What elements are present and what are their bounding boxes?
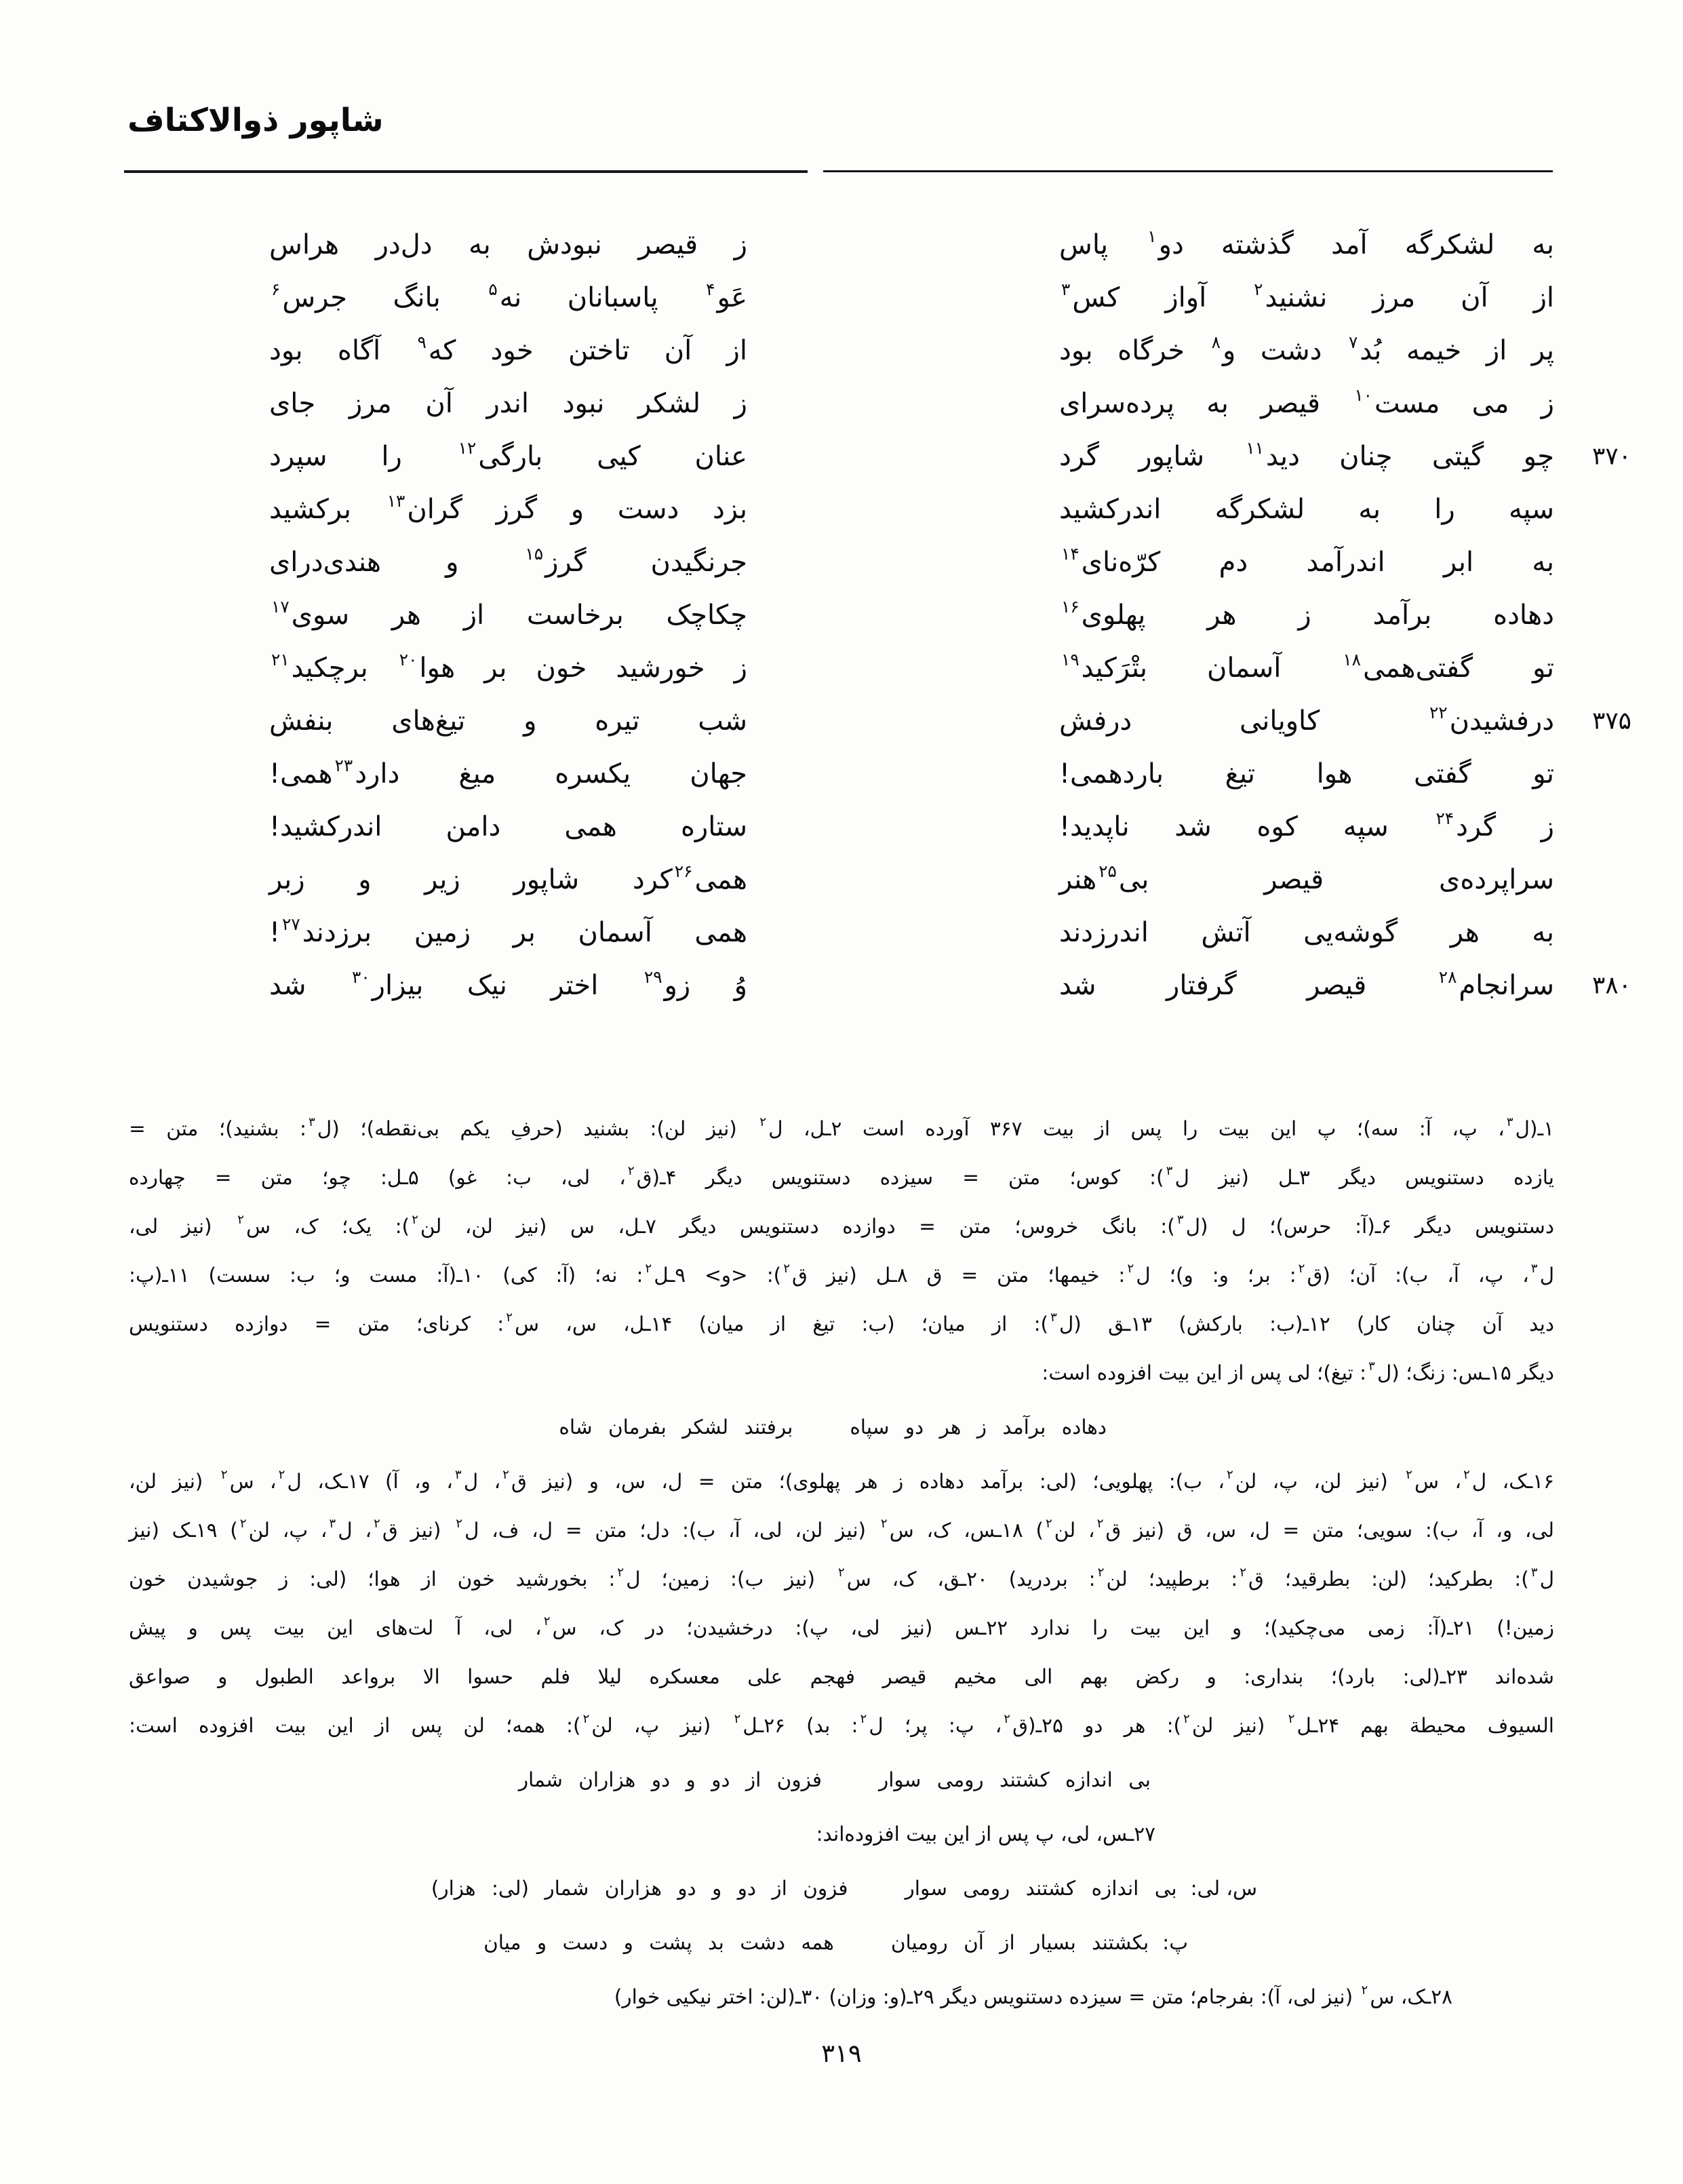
footnote-ref: ۳ bbox=[1061, 279, 1071, 299]
footnote-ref: ۲ bbox=[645, 1262, 652, 1276]
footnote-ref: ۲ bbox=[1045, 1517, 1052, 1532]
added-verse-hemistich-left: فزون از دو و دو هزاران شمار bbox=[518, 1768, 822, 1791]
footnote-ref: ۲ bbox=[617, 1565, 625, 1580]
footnote-ref: ۲ bbox=[1096, 1517, 1104, 1532]
hemistich-left: چکاچک برخاست از هر سوی$^{۱۷}$ bbox=[271, 596, 747, 631]
manuscript-sigla-prefix: پ: bbox=[1162, 1931, 1188, 1954]
hemistich-left: ستاره همی دامن اندرکشید! bbox=[269, 811, 747, 842]
hemistich-right: درفشیدن$^{۲۲}$ کاویانی درفش bbox=[1059, 702, 1554, 737]
verse-number: ۳۷۰ bbox=[1591, 442, 1631, 471]
apparatus-line-6: دیگر ۱۵ـس: زنگ؛ (ل$^۳$: تیغ)؛ لی پس از این بیت افزوده است: bbox=[1042, 1359, 1554, 1384]
couplet-row-4 bbox=[129, 377, 1554, 430]
footnote-ref: ۱۸ bbox=[1343, 649, 1361, 669]
footnote-ref: ۲ bbox=[860, 1712, 867, 1727]
apparatus-line-12: شده‌اند ۲۳ـ(لی: بارد)؛ بنداری: و رکض بهم الی مخیم قیصر فهجم علی معسکره لیلا فلم حسوا الا برواعد الطبول و صواعق bbox=[129, 1665, 1554, 1688]
apparatus-line-10: ل$^۳$): بطرکید؛ (لن: بطرقید؛ ق$^۲$: برطپید؛ لن$^۲$: بردرید) ۲۰ـق، ک، س$^۲$ (نیز ب): زمین؛ ل$^۲$: بخورشید خون از هوا؛ (لی: ز جوشیدن خون bbox=[129, 1565, 1555, 1591]
footnote-ref: ۲ bbox=[278, 1468, 285, 1483]
footnote-ref: ۲۲ bbox=[1429, 702, 1448, 722]
footnote-ref: ۲ bbox=[880, 1517, 888, 1532]
hemistich-right: به هر گوشه‌یی آتش اندرزدند bbox=[1059, 917, 1554, 948]
footnote-ref: ۳ bbox=[1530, 1565, 1538, 1580]
footnote-ref: ۲۴ bbox=[1436, 808, 1454, 828]
hemistich-right: دهاده برآمد ز هر پهلوی$^{۱۶}$ bbox=[1061, 596, 1554, 631]
hemistich-left: ز قیصر نبودش به دل‌در هراس bbox=[269, 229, 747, 260]
couplet-row-15 bbox=[129, 959, 1631, 1012]
couplet-row-10 bbox=[129, 695, 1631, 747]
added-verse-hemistich-left: برفتند لشکر بفرمان شاه bbox=[559, 1416, 793, 1439]
hemistich-right: از آن مرز نشنید$^۲$ آواز کس$^۳$ bbox=[1061, 279, 1555, 313]
footnote-ref: ۲ bbox=[1183, 1712, 1190, 1727]
apparatus-added-verse-17 bbox=[129, 1918, 1554, 1967]
hemistich-left: ز لشکر نبود اندر آن مرز جای bbox=[269, 388, 747, 419]
added-verse-hemistich-left: همه دشت بد پشت و دست و میان bbox=[483, 1931, 834, 1954]
footnote-ref: ۲ bbox=[502, 1468, 509, 1483]
couplet-row-7 bbox=[129, 536, 1554, 589]
footnote-ref: ۲۵ bbox=[1098, 861, 1117, 881]
footnote-ref: ۲ bbox=[1406, 1468, 1412, 1483]
hemistich-right: تو گفتی هوا تیغ باردهمی! bbox=[1059, 758, 1554, 789]
couplet-row-13 bbox=[129, 853, 1554, 906]
hemistich-left: شب تیره و تیغ‌های بنفش bbox=[269, 705, 747, 737]
footnote-ref: ۲ bbox=[1127, 1262, 1134, 1276]
footnote-ref: ۱۲ bbox=[458, 437, 477, 458]
hemistich-left: ز خورشید خون بر هوا$^{۲۰}$ برچکید$^{۲۱}$ bbox=[271, 649, 747, 684]
apparatus-added-verse-14 bbox=[129, 1755, 1554, 1804]
apparatus-line-3: دستنویس دیگر ۶ـ(آ: حرس)؛ ل (ل$^۳$): بانگ خروس؛ متن = دوازده دستنویس دیگر ۷ـل، س (نیز لن، لن$^۲$): یک؛ ک، س$^۲$ (نیز لی، bbox=[129, 1213, 1554, 1238]
running-header: شاپور ذوالاکتاف bbox=[127, 102, 384, 139]
couplet-row-5 bbox=[129, 430, 1631, 483]
hemistich-left: همی آسمان بر زمین برزدند$^{۲۷}$! bbox=[269, 914, 747, 948]
couplet-row-14 bbox=[129, 906, 1554, 959]
footnote-ref: ۶ bbox=[271, 279, 281, 299]
hemistich-right: ز گرد$^{۲۴}$ سپه کوه شد ناپدید! bbox=[1059, 808, 1554, 842]
footnote-ref: ۴ bbox=[706, 279, 715, 299]
footnote-ref: ۲۱ bbox=[271, 649, 290, 669]
couplet-row-6 bbox=[129, 483, 1554, 536]
apparatus-line-5: دید آن چنان کار) ۱۲ـ(ب: بارکش) ۱۳ـق (ل$^۳$): از میان؛ (ب: تیغ از میان) ۱۴ـل، س، س$^۲$: کرنای؛ متن = دوازده دستنویس bbox=[129, 1310, 1554, 1335]
manuscript-sigla-prefix: س، لی: bbox=[1190, 1877, 1257, 1900]
footnote-ref: ۱۴ bbox=[1061, 543, 1080, 564]
footnote-ref: ۲ bbox=[373, 1517, 380, 1532]
footnote-ref: ۳ bbox=[1506, 1115, 1513, 1130]
footnote-ref: ۱۳ bbox=[387, 490, 405, 511]
apparatus-added-verse-7 bbox=[129, 1403, 1554, 1451]
footnote-ref: ۲ bbox=[1226, 1468, 1233, 1483]
apparatus-line-4: ل$^۳$، پ، آ، ب): آن؛ (ق$^۲$: بر؛ و: و)؛ ل$^۲$: خیمها؛ متن = ق ۸ـل (نیز ق$^۲$): <و> ۹ـل$^۲$: نه؛ (آ: کی) ۱۰ـ(آ: مست و؛ ب: سست) ۱۱ـ(پ: bbox=[129, 1262, 1555, 1287]
hemistich-left: جرنگیدن گرز$^{۱۵}$ و هندی‌درای bbox=[269, 543, 747, 578]
footnote-ref: ۲ bbox=[1097, 1565, 1105, 1580]
hemistich-right: سراپرده‌ی قیصر بی$^{۲۵}$هنر bbox=[1059, 861, 1554, 895]
footnote-ref: ۳ bbox=[454, 1468, 462, 1483]
footnote-ref: ۳ bbox=[1530, 1262, 1538, 1276]
footnote-ref: ۳۰ bbox=[352, 967, 370, 987]
hemistich-left: از آن تاختن خود که$^۹$ آگاه بود bbox=[269, 332, 747, 366]
hemistich-left: عنان کیی بارگی$^{۱۲}$ را سپرد bbox=[269, 437, 747, 472]
couplet-row-1 bbox=[129, 218, 1554, 271]
footnote-ref: ۳ bbox=[1368, 1359, 1375, 1374]
footnote-ref: ۲ bbox=[1463, 1468, 1470, 1483]
footnote-ref: ۳ bbox=[329, 1517, 336, 1532]
footnote-ref: ۲ bbox=[734, 1712, 741, 1727]
footnote-ref: ۲ bbox=[582, 1712, 590, 1727]
footnote-ref: ۱ bbox=[1147, 226, 1157, 246]
footnote-ref: ۱۹ bbox=[1061, 649, 1080, 669]
footnote-ref: ۸ bbox=[1211, 332, 1221, 352]
footnote-ref: ۲۷ bbox=[282, 914, 300, 934]
footnote-ref: ۱۷ bbox=[271, 596, 290, 617]
apparatus-line-15: ۲۷ـس، لی، پ پس از این بیت افزوده‌اند: bbox=[816, 1822, 1155, 1846]
footnote-ref: ۷ bbox=[1348, 332, 1358, 352]
footnote-ref: ۲ bbox=[220, 1468, 228, 1483]
apparatus-added-verse-16 bbox=[129, 1864, 1554, 1913]
added-verse-hemistich-right: دهاده برآمد ز هر دو سپاه bbox=[850, 1416, 1107, 1439]
added-verse-hemistich-right: بکشتند بسیار از آن رومیان bbox=[890, 1931, 1149, 1954]
footnote-ref: ۲۳ bbox=[334, 755, 353, 775]
page-number: ۳۱۹ bbox=[821, 2039, 862, 2068]
footnote-ref: ۲۰ bbox=[399, 649, 418, 669]
hemistich-right: ز می مست$^{۱۰}$ قیصر به پرده‌سرای bbox=[1059, 385, 1555, 419]
apparatus-line-1: ۱ـ(ل$^۳$، پ، آ: سه)؛ پ این بیت را پس از بیت ۳۶۷ آورده است ۲ـل، ل$^۲$ (نیز لن): بشنید (حرفِ یکم بی‌نقطه)؛ (ل$^۳$: بشنید)؛ متن = bbox=[129, 1115, 1554, 1140]
hemistich-right: به ابر اندرآمد دم کرّه‌نای$^{۱۴}$ bbox=[1061, 543, 1554, 578]
hemistich-left: بزد دست و گرز گران$^{۱۳}$ برکشید bbox=[269, 490, 748, 525]
footnote-ref: ۲ bbox=[837, 1565, 845, 1580]
footnote-ref: ۲ bbox=[759, 1115, 767, 1130]
hemistich-left: عَو$^۴$ پاسبانان نه$^۵$ بانگ جرس$^۶$ bbox=[271, 279, 747, 313]
couplet-row-12 bbox=[129, 800, 1554, 853]
footnote-ref: ۲ bbox=[1288, 1712, 1295, 1727]
verse-number: ۳۷۵ bbox=[1591, 707, 1631, 735]
apparatus-line-8: ۱۶ـک، ل$^۲$، س$^۲$ (نیز لن، پ، لن$^۲$، ب): پهلویی؛ (لی: برآمد دهاده ز هر پهلوی)؛ متن = ل، س، و (نیز ق$^۲$، ل$^۳$، و، آ) ۱۷ـک، ل$^۲$، س$^۲$ (نیز لن، bbox=[129, 1468, 1554, 1493]
footnote-ref: ۱۰ bbox=[1354, 385, 1372, 405]
couplet-row-9 bbox=[129, 642, 1554, 695]
footnote-ref: ۵ bbox=[488, 279, 498, 299]
apparatus-line-11: زمین!) ۲۱ـ(آ: زمی می‌چکید)؛ و این بیت را ندارد ۲۲ـس (نیز لی، پ): درخشیدن؛ در ک، س$^۲$، لی، آ لت‌های این بیت پس و پیش bbox=[129, 1614, 1554, 1639]
footnote-ref: ۲ bbox=[239, 1517, 247, 1532]
hemistich-right: سرانجام$^{۲۸}$ قیصر گرفتار شد bbox=[1059, 967, 1554, 1001]
footnote-ref: ۹ bbox=[417, 332, 427, 352]
header-rule-left-segment bbox=[823, 170, 1553, 172]
footnote-ref: ۲ bbox=[783, 1262, 791, 1276]
footnote-ref: ۲ bbox=[543, 1614, 551, 1629]
footnote-ref: ۲۶ bbox=[674, 861, 693, 881]
hemistich-left: وُ زو$^{۲۹}$ اختر نیک بیزار$^{۳۰}$ شد bbox=[269, 967, 747, 1001]
added-verse-hemistich-right: بی اندازه کشتند رومی سوار bbox=[878, 1768, 1151, 1791]
hemistich-left: همی$^{۲۶}$کرد شاپور زیر و زبر bbox=[269, 861, 747, 895]
hemistich-right: پر از خیمه بُد$^۷$ دشت و$^۸$ خرگاه بود bbox=[1059, 332, 1555, 366]
footnote-ref: ۱۵ bbox=[525, 543, 544, 564]
hemistich-right: به لشکرگه آمد گذشته دو$^۱$ پاس bbox=[1059, 226, 1554, 260]
footnote-ref: ۲ bbox=[1254, 279, 1263, 299]
footnote-ref: ۳ bbox=[1050, 1310, 1057, 1325]
footnote-ref: ۲ bbox=[1240, 1565, 1247, 1580]
apparatus-line-2: یازده دستنویس دیگر ۳ـل (نیز ل$^۳$): کوس؛ متن = سیزده دستنویس دیگر ۴ـ(ق$^۲$، لی، ب: غو) ۵ـل: چو؛ متن = چهارده bbox=[129, 1164, 1554, 1189]
verse-number: ۳۸۰ bbox=[1591, 971, 1631, 1000]
footnote-ref: ۲ bbox=[1298, 1262, 1305, 1276]
couplet-row-3 bbox=[129, 324, 1554, 377]
couplet-row-8 bbox=[129, 589, 1554, 642]
footnote-ref: ۲ bbox=[412, 1213, 418, 1228]
footnote-ref: ۳ bbox=[1166, 1164, 1173, 1179]
apparatus-line-9: لی، و، آ، ب): سویی؛ متن = ل، س، ق (نیز ق$^۲$، لن$^۲$) ۱۸ـس، ک، س$^۲$ (نیز لن، لی، آ، ب): دل؛ متن = ل، ف، ل$^۲$ (نیز ق$^۲$، ل$^۳$، پ، لن$^۲$) ۱۹ـک (نیز bbox=[129, 1517, 1555, 1542]
couplet-row-11 bbox=[129, 747, 1554, 800]
added-verse-hemistich-right: بی اندازه کشتند رومی سوار bbox=[905, 1877, 1177, 1900]
footnote-ref: ۲ bbox=[627, 1164, 635, 1179]
critical-apparatus bbox=[129, 1104, 1554, 2021]
apparatus-line-13: السیوف محیطة بهم ۲۴ـل$^۲$ (نیز لن$^۲$): هر دو ۲۵ـ(ق$^۲$، پ: پر؛ ل$^۲$: بد) ۲۶ـل$^۲$ (نیز پ، لن$^۲$): همه؛ لن پس از این بیت افزوده است: bbox=[129, 1712, 1554, 1737]
footnote-ref: ۲ bbox=[1361, 1983, 1368, 1998]
hemistich-right: سپه را به لشکرگه اندرکشید bbox=[1059, 494, 1554, 525]
hemistich-right: چو گیتی چنان دید$^{۱۱}$ شاپور گرد bbox=[1059, 437, 1555, 472]
footnote-ref: ۲ bbox=[237, 1213, 244, 1228]
header-rule-right-segment bbox=[124, 170, 808, 173]
apparatus-line-18: ۲۸ـک، س$^۲$ (نیز لی، آ): بفرجام؛ متن = سیزده دستنویس دیگر ۲۹ـ(و: وزان) ۳۰ـ(لن: اختر نیکیی خوار) bbox=[614, 1983, 1452, 2008]
footnote-ref: ۲۸ bbox=[1438, 967, 1457, 987]
footnote-ref: ۳ bbox=[308, 1115, 315, 1130]
poem bbox=[129, 218, 1631, 1012]
hemistich-left: جهان یکسره میغ دارد$^{۲۳}$همی! bbox=[269, 755, 747, 789]
footnote-ref: ۲ bbox=[456, 1517, 462, 1532]
footnote-ref: ۲ bbox=[1004, 1712, 1011, 1727]
footnote-ref: ۱۱ bbox=[1246, 437, 1264, 458]
added-verse-hemistich-left: فزون از دو و دو هزاران شمار (لی: هزار) bbox=[431, 1877, 848, 1900]
footnote-ref: ۲ bbox=[506, 1310, 513, 1325]
couplet-row-2 bbox=[129, 271, 1554, 324]
hemistich-right: تو گفتی‌همی$^{۱۸}$ آسمان بتْرَکید$^{۱۹}$ bbox=[1061, 649, 1554, 684]
footnote-ref: ۲۹ bbox=[644, 967, 662, 987]
footnote-ref: ۳ bbox=[1176, 1213, 1184, 1228]
footnote-ref: ۱۶ bbox=[1061, 596, 1080, 617]
